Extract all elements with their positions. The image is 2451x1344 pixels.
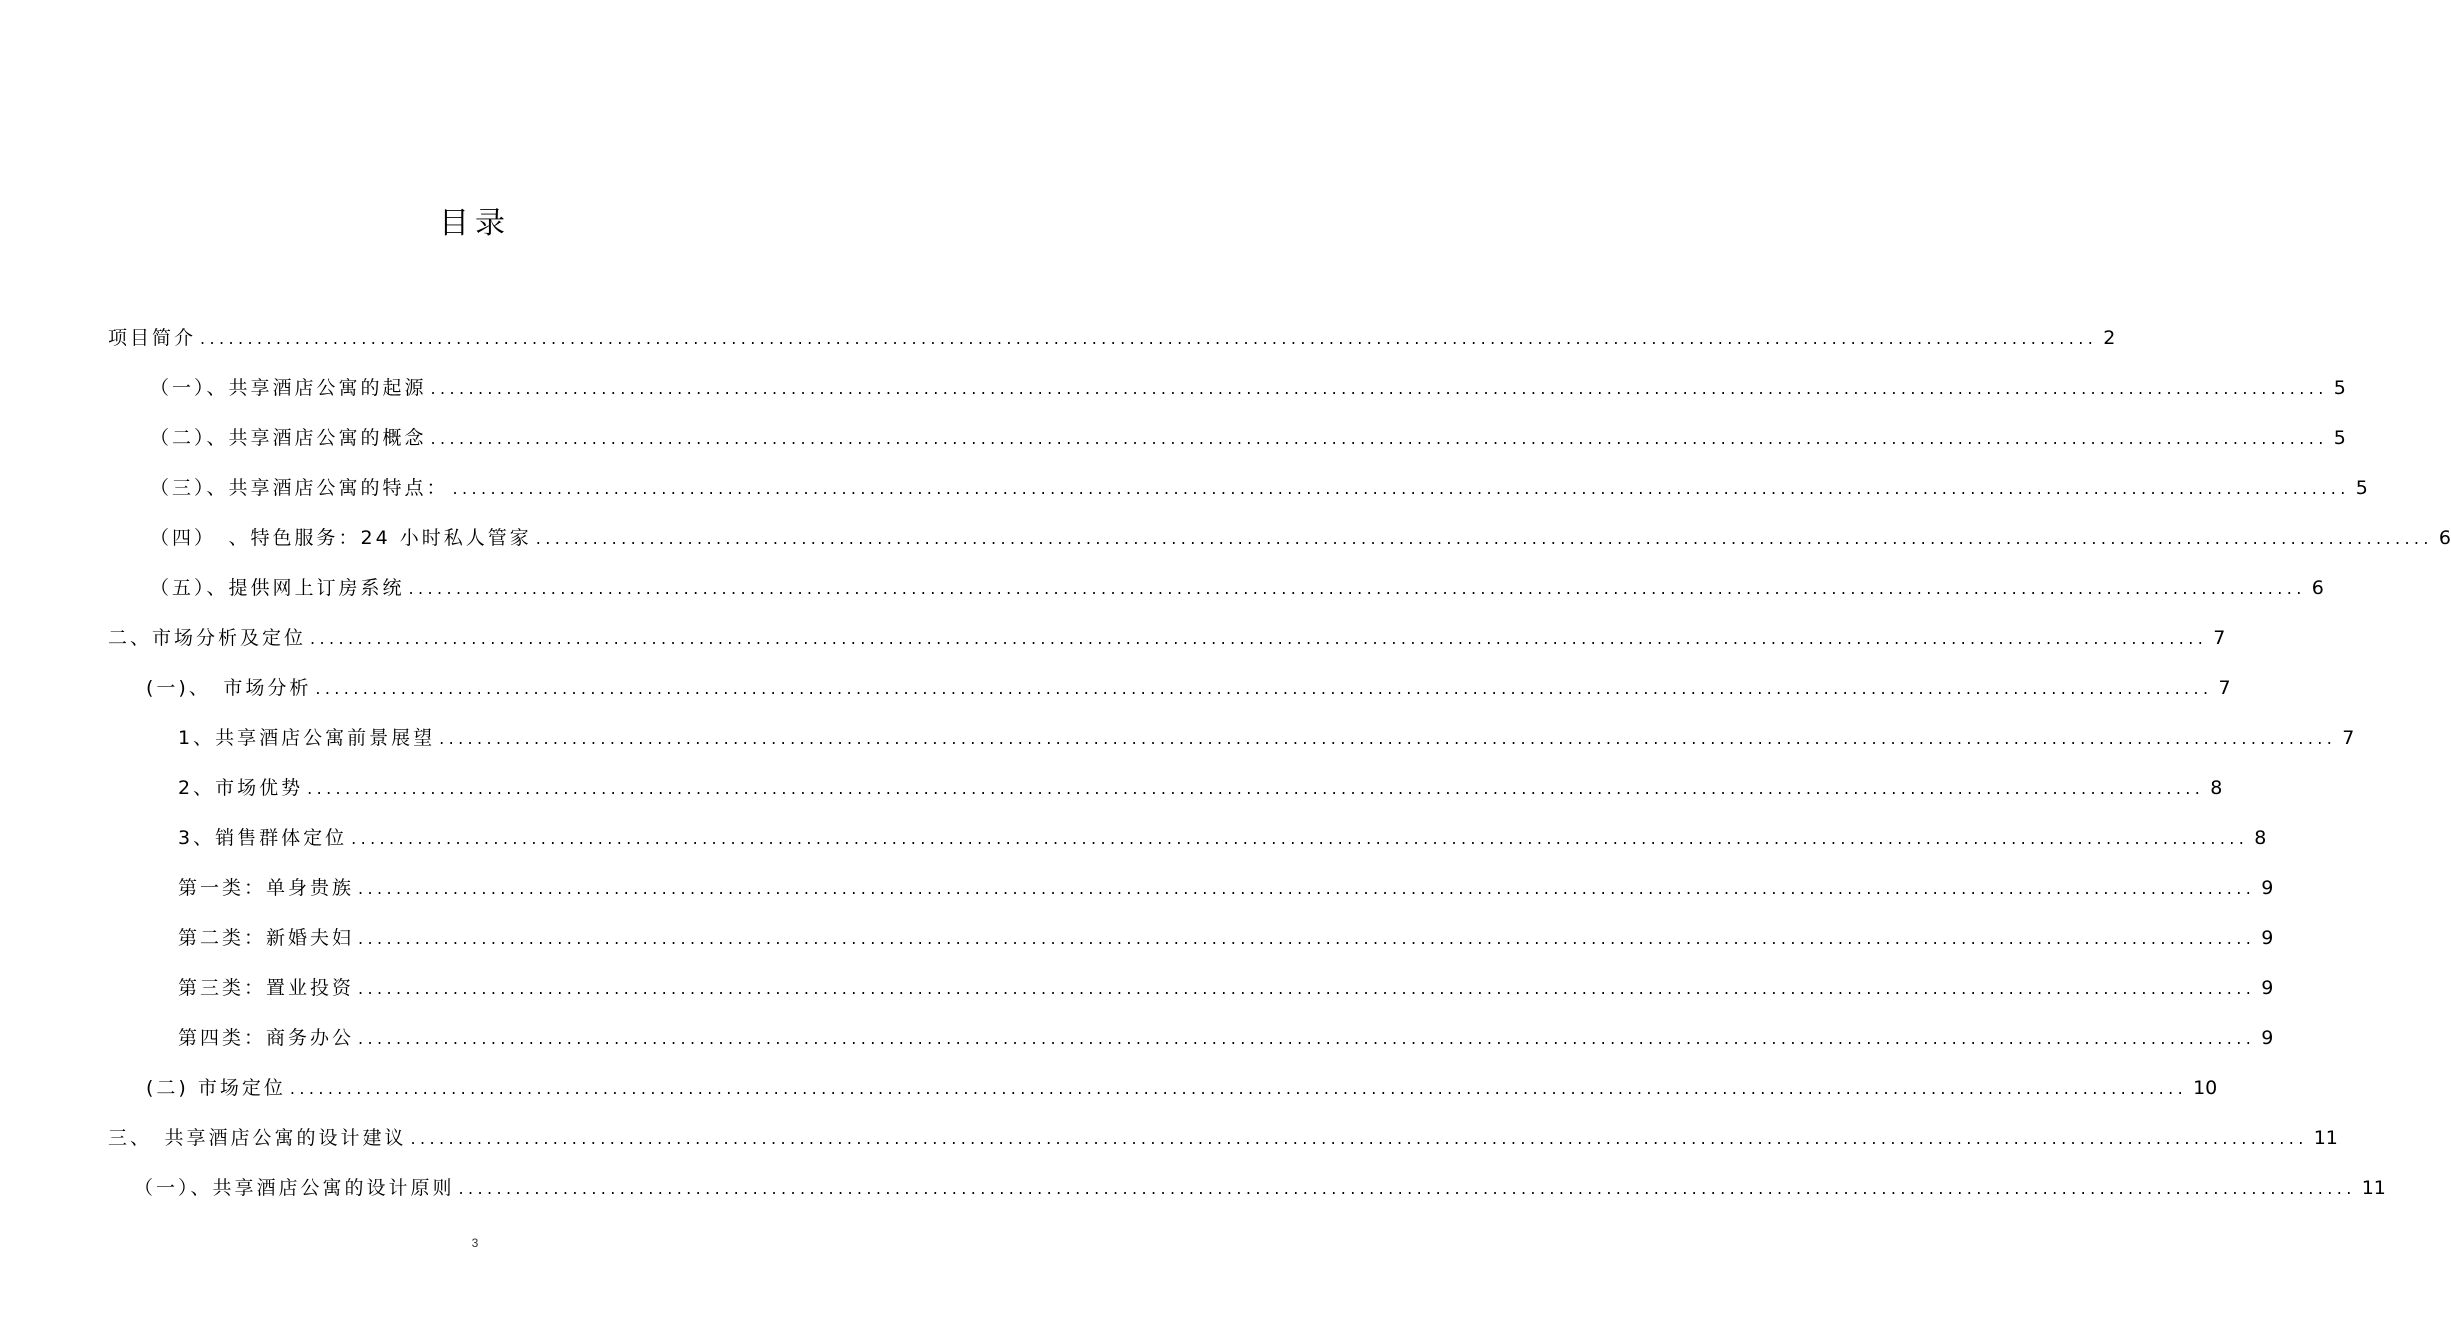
- toc-entry[interactable]: [150, 574, 2324, 602]
- toc-page-number: 7: [2213, 627, 2226, 649]
- toc-entry-text: 1、共享酒店公寓前景展望: [178, 727, 436, 749]
- toc-entry-text: (二) 市场定位: [146, 1077, 286, 1099]
- toc-leader-dots: ........................................................................................................................................................................................................: [535, 529, 2433, 548]
- toc-entry-text: 项目简介: [108, 327, 197, 349]
- toc-entry-text: 第四类：商务办公: [178, 1027, 355, 1049]
- toc-page-number: 8: [2210, 777, 2223, 799]
- toc-page-number: 5: [2355, 477, 2368, 499]
- toc-leader-dots: ........................................................................................................................................................................................................: [358, 1029, 2256, 1048]
- toc-page-number: 5: [2333, 377, 2346, 399]
- toc-leader-dots: ........................................................................................................................................................................................................: [458, 1179, 2356, 1198]
- toc-entry[interactable]: [178, 874, 2274, 902]
- toc-page-number: 11: [2313, 1127, 2338, 1149]
- toc-leader-dots: ........................................................................................................................................................................................................: [358, 879, 2256, 898]
- toc-page-number: 9: [2261, 877, 2274, 899]
- toc-entry-text: (一)、 市场分析: [146, 677, 312, 699]
- toc-leader-dots: ........................................................................................................................................................................................................: [351, 829, 2249, 848]
- toc-leader-dots: ........................................................................................................................................................................................................: [439, 729, 2337, 748]
- toc-leader-dots: ........................................................................................................................................................................................................: [289, 1079, 2188, 1098]
- toc-entry-text: （一）、共享酒店公寓的设计原则: [134, 1177, 455, 1199]
- toc-entry[interactable]: [178, 774, 2223, 802]
- toc-entry[interactable]: [108, 1124, 2338, 1152]
- toc-entry-text: （二）、共享酒店公寓的概念: [150, 427, 427, 449]
- toc-leader-dots: ........................................................................................................................................................................................................: [315, 679, 2213, 698]
- toc-leader-dots: ........................................................................................................................................................................................................: [408, 579, 2306, 598]
- page-number: 3: [471, 1236, 479, 1250]
- toc-entry[interactable]: [150, 474, 2368, 502]
- toc-leader-dots: ........................................................................................................................................................................................................: [310, 629, 2208, 648]
- toc-entry[interactable]: [146, 674, 2231, 702]
- toc-entry-text: （四） 、特色服务：24 小时私人管家: [150, 527, 532, 549]
- toc-entry[interactable]: [178, 974, 2274, 1002]
- toc-leader-dots: ........................................................................................................................................................................................................: [200, 329, 2098, 348]
- toc-page-number: 10: [2193, 1077, 2218, 1099]
- toc-entry[interactable]: [146, 1074, 2218, 1102]
- toc-entry[interactable]: [150, 524, 2451, 552]
- toc-entry[interactable]: [150, 374, 2346, 402]
- toc-entry-text: 3、销售群体定位: [178, 827, 348, 849]
- toc-entry-text: 第二类：新婚夫妇: [178, 927, 355, 949]
- toc-entry-text: （一）、共享酒店公寓的起源: [150, 377, 427, 399]
- toc-leader-dots: ........................................................................................................................................................................................................: [452, 479, 2350, 498]
- toc-entry-text: 2、市场优势: [178, 777, 304, 799]
- toc-entry[interactable]: [178, 824, 2267, 852]
- toc-page-number: 6: [2438, 527, 2451, 549]
- toc-page-number: 2: [2103, 327, 2116, 349]
- toc-page-number: 7: [2342, 727, 2355, 749]
- toc-page-number: 8: [2254, 827, 2267, 849]
- toc-page-number: 5: [2333, 427, 2346, 449]
- toc-entry[interactable]: [178, 724, 2355, 752]
- toc-page-number: 9: [2261, 977, 2274, 999]
- toc-leader-dots: ........................................................................................................................................................................................................: [410, 1129, 2308, 1148]
- page-title: 目录: [439, 206, 511, 241]
- toc-leader-dots: ........................................................................................................................................................................................................: [430, 379, 2328, 398]
- toc-entry-text: 第三类：置业投资: [178, 977, 355, 999]
- toc-leader-dots: ........................................................................................................................................................................................................: [358, 929, 2256, 948]
- toc-entry[interactable]: [178, 924, 2274, 952]
- toc-page-number: 6: [2311, 577, 2324, 599]
- toc-leader-dots: ........................................................................................................................................................................................................: [430, 429, 2328, 448]
- toc-page-number: 9: [2261, 927, 2274, 949]
- toc-leader-dots: ........................................................................................................................................................................................................: [307, 779, 2205, 798]
- toc-page-number: 9: [2261, 1027, 2274, 1049]
- toc-entry[interactable]: [108, 624, 2226, 652]
- toc-page-number: 7: [2218, 677, 2231, 699]
- toc-entry-text: 三、 共享酒店公寓的设计建议: [108, 1127, 407, 1149]
- toc-entry[interactable]: [150, 424, 2346, 452]
- toc-entry[interactable]: [134, 1174, 2386, 1202]
- toc-entry[interactable]: [178, 1024, 2274, 1052]
- toc-entry-text: 第一类：单身贵族: [178, 877, 355, 899]
- toc-entry[interactable]: [108, 324, 2116, 352]
- toc-entry-text: （五）、提供网上订房系统: [150, 577, 405, 599]
- toc-leader-dots: ........................................................................................................................................................................................................: [358, 979, 2256, 998]
- toc-entry-text: 二、市场分析及定位: [108, 627, 307, 649]
- toc-entry-text: （三）、共享酒店公寓的特点：: [150, 477, 449, 499]
- toc-page-number: 11: [2361, 1177, 2386, 1199]
